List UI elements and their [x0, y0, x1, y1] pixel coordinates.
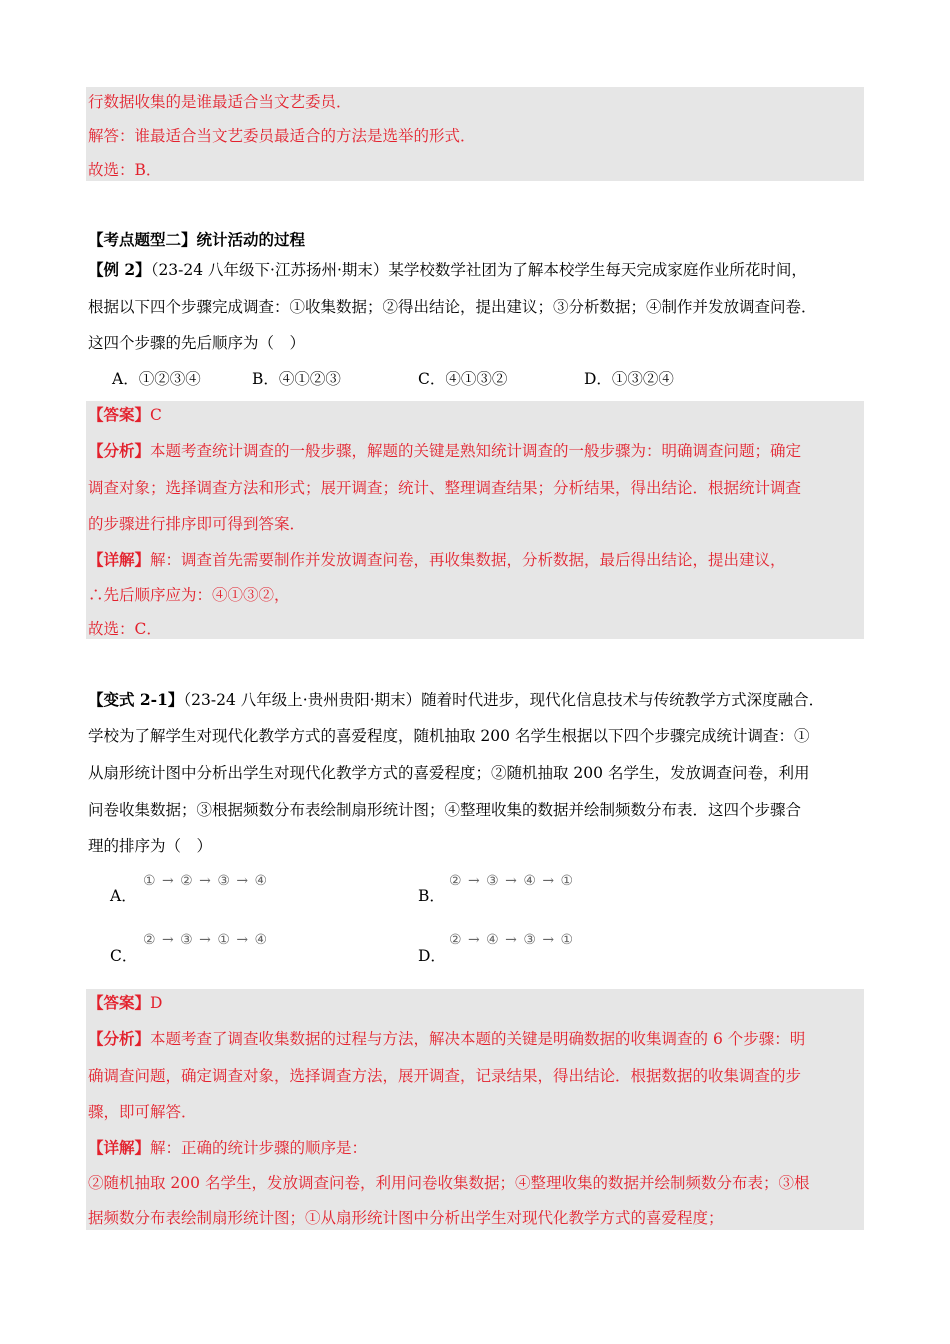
variant21-analysis-line1 [88, 1029, 805, 1049]
example2-detail-line2: ∴先后顺序应为：④①③②， [88, 586, 290, 604]
section-heading: 【考点题型二】统计活动的过程 [88, 230, 306, 249]
variant21-option-d-label: D． [418, 947, 446, 965]
variant21-option-a-seq: ① → ② → ③ → ④ [143, 873, 269, 889]
example2-line1-text: （23-24 八年级下·江苏扬州·期末）某学校数学社团为了解本校学生每天完成家庭作业所花时间， [150, 261, 807, 279]
variant21-line1-text: （23-24 八年级上·贵州贵阳·期末）随着时代进步，现代化信息技术与传统教学方式深度融合． [183, 691, 825, 709]
answer-value: C [150, 406, 162, 424]
answer-tag: 【答案】 [88, 405, 151, 424]
detail-text: 解：调查首先需要制作并发放调查问卷，再收集数据，分析数据，最后得出结论，提出建议， [150, 551, 786, 569]
variant21-option-b-seq: ② → ③ → ④ → ① [449, 873, 575, 889]
block1-line2: 解答：谁最适合当文艺委员最适合的方法是选举的形式． [88, 127, 476, 145]
variant21-option-c-seq: ② → ③ → ① → ④ [143, 932, 269, 948]
example2-analysis-line1 [88, 441, 801, 461]
example2-line1 [88, 260, 807, 280]
example2-answer [88, 405, 162, 425]
example2-label: 【例 2】 [88, 260, 151, 279]
analysis-text: 本题考查统计调查的一般步骤，解题的关键是熟知统计调查的一般步骤为：明确调查问题；确定 [150, 442, 802, 460]
variant21-answer [88, 993, 162, 1013]
variant21-line1 [88, 690, 824, 710]
answer-tag: 【答案】 [88, 993, 151, 1012]
variant21-line2: 学校为了解学生对现代化教学方式的喜爱程度，随机抽取 200 名学生根据以下四个步骤完成统计调查：① [88, 727, 810, 745]
example2-option-d: D．①③②④ [584, 370, 674, 388]
variant21-analysis-line2: 确调查问题，确定调查对象，选择调查方法，展开调查，记录结果，得出结论．根据数据的收集调查的步 [88, 1067, 802, 1085]
variant21-line5: 理的排序为（ ） [88, 837, 213, 855]
answer-value: D [150, 994, 163, 1012]
block1-line3: 故选：B． [88, 161, 162, 179]
variant21-line3: 从扇形统计图中分析出学生对现代化教学方式的喜爱程度；②随机抽取 200 名学生，发放调查问卷，利用 [88, 764, 810, 782]
answer-shade-variant21 [86, 989, 864, 1230]
block1-line1: 行数据收集的是谁最适合当文艺委员． [88, 93, 352, 111]
detail-tag: 【详解】 [88, 1138, 151, 1157]
example2-option-c: C．④①③② [418, 370, 508, 388]
example2-option-b: B．④①②③ [252, 370, 341, 388]
detail-text: 解：正确的统计步骤的顺序是： [150, 1139, 368, 1157]
variant21-detail-line1 [88, 1138, 367, 1158]
example2-analysis-line3: 的步骤进行排序即可得到答案． [88, 515, 306, 533]
variant21-option-a-label: A． [110, 887, 137, 905]
variant21-detail-line2: ②随机抽取 200 名学生，发放调查问卷，利用问卷收集数据；④整理收集的数据并绘制频数分布表；③根 [88, 1174, 810, 1192]
variant21-label: 【变式 2-1】 [88, 690, 184, 709]
analysis-text: 本题考查了调查收集数据的过程与方法，解决本题的关键是明确数据的收集调查的 6 个步骤：明 [150, 1030, 806, 1048]
variant21-option-b-label: B． [418, 887, 445, 905]
variant21-line4: 问卷收集数据；③根据频数分布表绘制扇形统计图；④整理收集的数据并绘制频数分布表．这四个步骤合 [88, 801, 802, 819]
example2-option-a: A．①②③④ [112, 370, 201, 388]
variant21-option-c-label: C． [110, 947, 138, 965]
example2-analysis-line2: 调查对象；选择调查方法和形式；展开调查；统计、整理调查结果；分析结果，得出结论．根据统计调查 [88, 479, 802, 497]
example2-line2: 根据以下四个步骤完成调查：①收集数据；②得出结论，提出建议；③分析数据；④制作并发放调查问卷． [88, 298, 817, 316]
variant21-analysis-line3: 骤，即可解答． [88, 1103, 197, 1121]
analysis-tag: 【分析】 [88, 441, 151, 460]
example2-line3: 这四个步骤的先后顺序为（ ） [88, 334, 306, 352]
example2-detail-line3: 故选：C． [88, 620, 162, 638]
variant21-detail-line3: 据频数分布表绘制扇形统计图；①从扇形统计图中分析出学生对现代化教学方式的喜爱程度； [88, 1209, 724, 1227]
detail-tag: 【详解】 [88, 550, 151, 569]
example2-detail-line1 [88, 550, 786, 570]
analysis-tag: 【分析】 [88, 1029, 151, 1048]
variant21-option-d-seq: ② → ④ → ③ → ① [449, 932, 575, 948]
